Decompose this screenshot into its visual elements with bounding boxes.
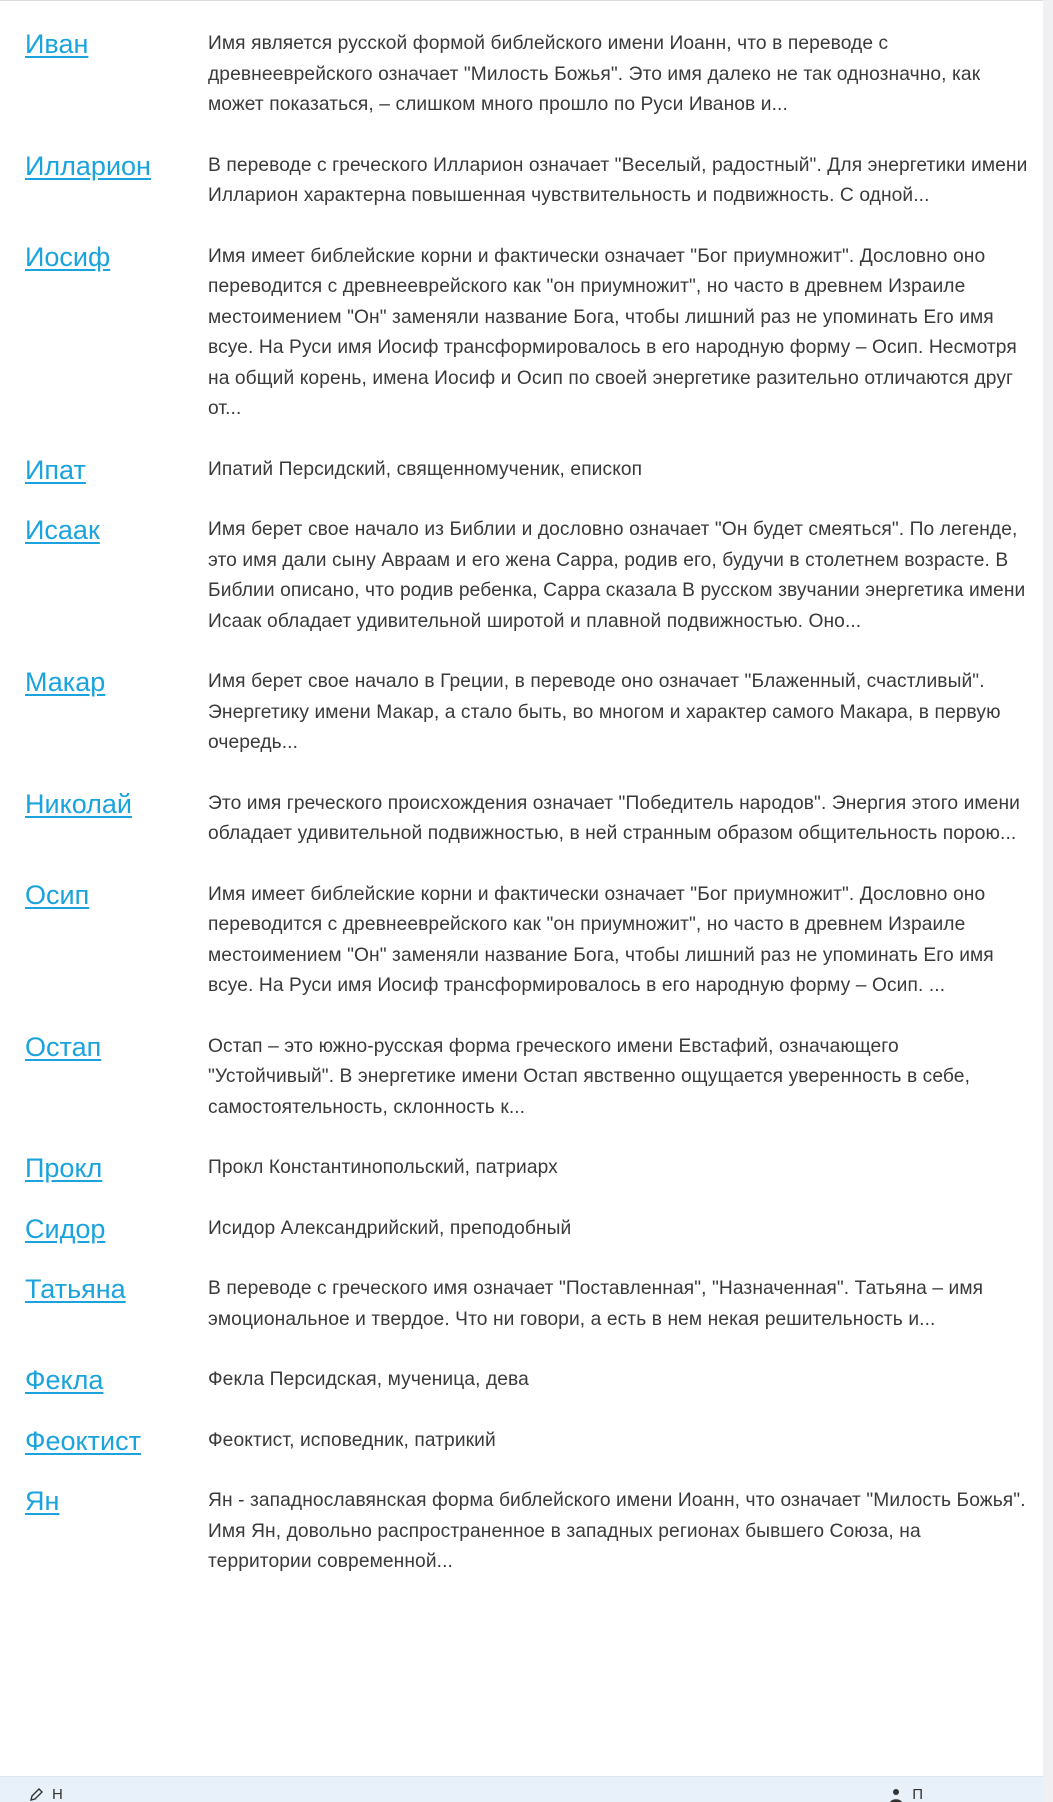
- name-description: Имя берет свое начало из Библии и дословно означает "Он будет смеяться". По легенде, это имя дали сыну Авраам и его жена Сарра, родив его, будучи в столетнем возрасте. В Библии описано, что родив ребенка, Сарра сказала В русском звучании энергетика имени Исаак обладает удивительной широтой и плавной подвижностью. Оно...: [208, 519, 1026, 632]
- name-description: В переводе с греческого имя означает "Поставленная", "Назначенная". Татьяна – имя эмоциональное и твердое. Что ни говори, а есть в нем некая решительность и...: [208, 1278, 984, 1330]
- name-link[interactable]: Фекла: [25, 1365, 104, 1395]
- name-description: Имя имеет библейские корни и фактически означает "Бог приумножит". Дословно оно переводится с древнееврейского как "он приумножит", но часто в древнем Израиле местоимением "Он" заменяли название Бога, чтобы лишний раз не упоминать Его имя всуе. На Руси имя Иосиф трансформировалось в его народную форму – Осип. Несмотря на общий корень, имена Иосиф и Осип по своей энергетике разительно отличаются друг от...: [208, 245, 1017, 419]
- footer-bar: [0, 1776, 1043, 1802]
- name-link[interactable]: Осип: [25, 879, 90, 910]
- name-link[interactable]: Николай: [25, 788, 132, 819]
- list-item: [0, 1214, 1043, 1245]
- name-link[interactable]: Остап: [25, 1031, 102, 1062]
- list-item: [0, 1486, 1043, 1578]
- name-description: Остап – это южно-русская форма греческого имени Евстафий, означающего "Устойчивый". В энергетике имени Остап явственно ощущается уверенность в себе, самостоятельность, склонность к...: [208, 1035, 971, 1118]
- name-description: Исидор Александрийский, преподобный: [208, 1217, 572, 1239]
- footer-right[interactable]: [888, 1787, 923, 1802]
- name-link[interactable]: Исаак: [25, 515, 100, 545]
- name-description: Имя является русской формой библейского имени Иоанн, что в переводе с древнееврейского означает "Милость Божья". Это имя далеко не так однозначно, как может показаться, – слишком много прошло по Руси Иванов и...: [208, 33, 981, 115]
- list-item: [0, 151, 1043, 212]
- name-description: Имя имеет библейские корни и фактически означает "Бог приумножит". Дословно оно переводится с древнееврейского как "он приумножит", но часто в древнем Израиле местоимением "Он" заменяли название Бога, чтобы лишний раз не упоминать Его имя всуе. На Руси имя Иосиф трансформировалось в его народную форму – Осип. ...: [208, 883, 994, 996]
- name-link[interactable]: Ян: [25, 1486, 60, 1516]
- person-icon: [888, 1787, 904, 1802]
- name-description: Имя берет свое начало в Греции, в переводе оно означает "Блаженный, счастливый". Энергетику имени Макар, а стало быть, во многом и характер самого Макара, в первую очередь...: [208, 671, 1001, 753]
- list-item: [0, 455, 1043, 486]
- name-link[interactable]: Илларион: [25, 150, 151, 181]
- footer-left-text: Н: [52, 1787, 63, 1802]
- list-item: [0, 515, 1043, 637]
- name-description: Это имя греческого происхождения означает "Победитель народов". Энергия этого имени обладает удивительной подвижностью, в ней странным образом общительность порою...: [208, 792, 1020, 844]
- name-link[interactable]: Макар: [25, 667, 106, 697]
- name-description: Фекла Персидская, мученица, дева: [208, 1369, 529, 1390]
- list-item: [0, 242, 1043, 425]
- list-item: [0, 1365, 1043, 1396]
- name-link[interactable]: Татьяна: [25, 1274, 126, 1304]
- name-link[interactable]: Иван: [25, 29, 89, 59]
- list-item: [0, 1426, 1043, 1457]
- list-item: [0, 1032, 1043, 1124]
- list-item: [0, 667, 1043, 759]
- names-list: [0, 1, 1043, 1578]
- name-link[interactable]: Иосиф: [25, 241, 111, 272]
- list-item: [0, 1153, 1043, 1184]
- list-item: [0, 880, 1043, 1002]
- footer-left[interactable]: [28, 1787, 63, 1802]
- name-description: Прокл Константинопольский, патриарх: [208, 1157, 558, 1178]
- pen-icon: [28, 1787, 44, 1802]
- name-link[interactable]: Сидор: [25, 1213, 106, 1244]
- footer-right-text: П: [912, 1787, 923, 1802]
- name-description: Ипатий Персидский, священномученик, епископ: [208, 458, 643, 480]
- name-description: Феоктист, исповедник, патрикий: [208, 1429, 496, 1451]
- list-item: [0, 789, 1043, 850]
- name-description: Ян - западнославянская форма библейского имени Иоанн, что означает "Милость Божья". Имя Ян, довольно распространенное в западных регионах бывшего Союза, на территории современной...: [208, 1490, 1026, 1572]
- name-link[interactable]: Феоктист: [25, 1425, 141, 1456]
- list-item: [0, 29, 1043, 121]
- name-description: В переводе с греческого Илларион означает "Веселый, радостный". Для энергетики имени Илларион характерна повышенная чувствительность и подвижность. С одной...: [208, 154, 1028, 206]
- name-link[interactable]: Прокл: [25, 1153, 103, 1183]
- list-item: [0, 1274, 1043, 1335]
- scrollbar-gutter[interactable]: [1043, 0, 1053, 1802]
- name-link[interactable]: Ипат: [25, 454, 86, 485]
